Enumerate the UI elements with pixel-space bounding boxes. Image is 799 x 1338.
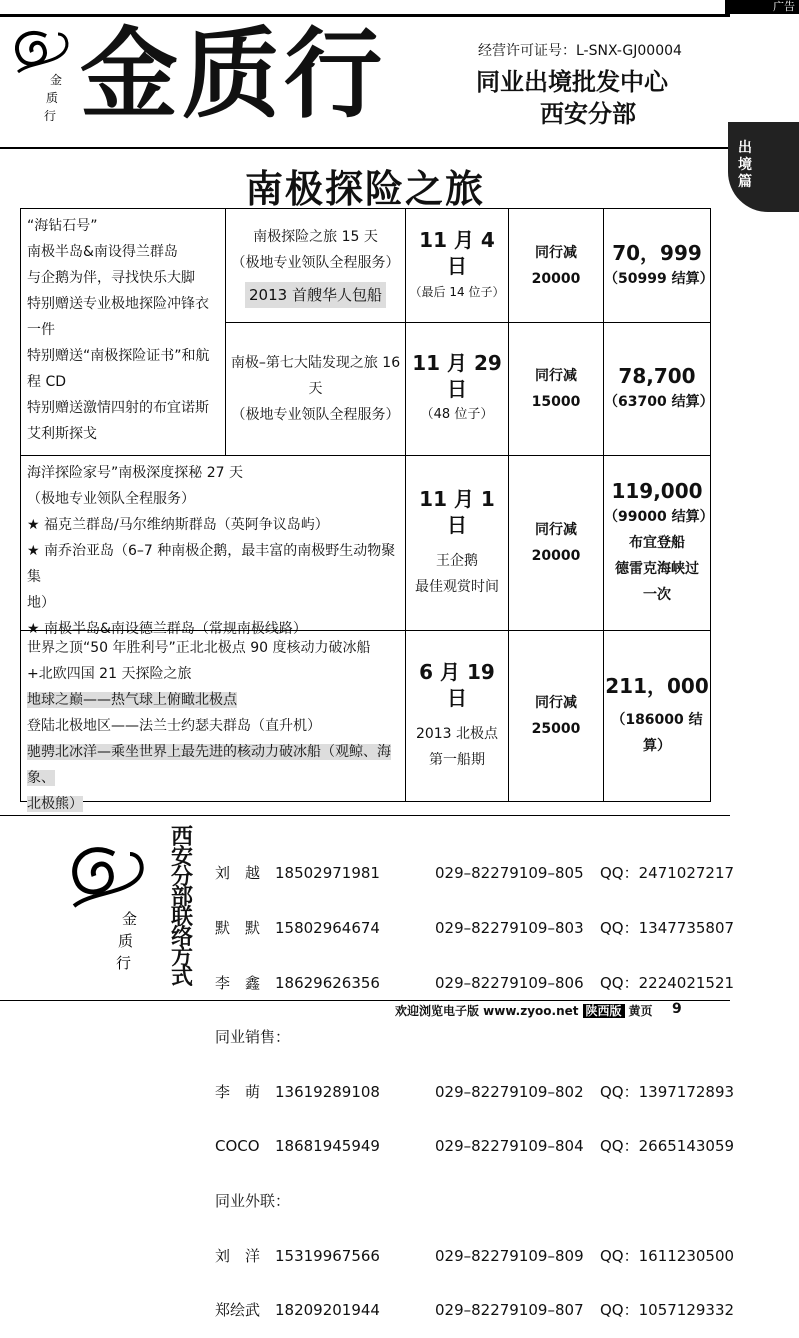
page-title: 南极探险之旅 — [244, 167, 485, 211]
contact-row: 默 默 15802964674 029–82279109–803 QQ：1347735807 — [215, 919, 735, 938]
contact-row: 李 鑫 18629626356 029–82279109–806 QQ：2224021521 — [215, 973, 735, 992]
edition-tag: 陕西版 — [583, 1004, 625, 1018]
row2-date: 11 月 1 日 王企鹅 最佳观赏时间 — [405, 455, 509, 631]
contact-row: 郑绘武 18209201944 029–82279109–807 QQ：1057129332 — [215, 1301, 735, 1320]
row1b-date: 11 月 29 日 （48 位子） — [405, 322, 509, 456]
row3-description: 世界之顶“50 年胜利号”正北北极点 90 度核动力破冰船 +北欧四国 21 天探险之旅 地球之巅——热气球上俯瞰北极点 登陆北极地区——法兰士约瑟夫群岛（直升机） 驰骋北冰洋—乘坐世界上最先进的核动力破冰船（观鲸、海象、 北极熊） — [20, 630, 406, 802]
ad-tag: 广告 — [725, 0, 799, 14]
row1a-price: 70，999 （50999 结算） — [603, 208, 711, 323]
svg-text:质: 质 — [46, 91, 59, 105]
license-number: 经营许可证号：L-SNX-GJ00004 — [478, 43, 682, 59]
contact-row: COCO 18681945949 029–82279109–804 QQ：2665143059 — [215, 1137, 735, 1156]
page-number: 9 — [672, 1001, 682, 1017]
center-name: 同业出境批发中心 — [476, 68, 668, 96]
row2-discount: 同行减 20000 — [508, 455, 604, 631]
row1a-discount: 同行减 20000 — [508, 208, 604, 323]
svg-text:金: 金 — [50, 73, 63, 87]
brand-name: 金质行 — [80, 17, 387, 132]
brand-logo-icon — [6, 22, 80, 132]
section-tab: 出境篇 — [728, 122, 799, 212]
header-rule — [0, 147, 730, 149]
website-link[interactable]: 欢迎浏览电子版 www.zyoo.net — [395, 1004, 579, 1018]
bottom-caption — [395, 1002, 653, 1019]
bottom-rule — [0, 1000, 730, 1001]
svg-text:金: 金 — [122, 910, 138, 928]
footer-logo-icon — [60, 836, 160, 986]
section-color: 黄页 — [628, 1004, 653, 1018]
row2-description: 海洋探险家号”南极深度探秘 27 天 （极地专业领队全程服务） ★ 福克兰群岛/马尔维纳斯群岛（英阿争议岛屿） ★ 南乔治亚岛（6–7 种南极企鹅，最丰富的南极野生动物聚集 地） ★ 南极半岛&南设德兰群岛（常规南极线路） — [20, 455, 406, 631]
row1-description: “海钻石号” 南极半岛&南设得兰群岛 与企鹅为伴，寻找快乐大脚 特别赠送专业极地探险冲锋衣 一件 特别赠送“南极探险证书”和航 程 CD 特别赠送激情四射的布宜诺斯 艾利斯探戈 — [20, 208, 226, 456]
row1b-discount: 同行减 15000 — [508, 322, 604, 456]
contact-row: 刘 洋 15319967566 029–82279109–809 QQ：1611230500 — [215, 1246, 735, 1265]
contact-row: 李 萌 13619289108 029–82279109–802 QQ：1397172893 — [215, 1082, 735, 1101]
row1b-product: 南极–第七大陆发现之旅 16 天 （极地专业领队全程服务） — [225, 322, 406, 456]
footer-rule — [0, 815, 730, 816]
row1a-product: 南极探险之旅 15 天 （极地专业领队全程服务） 2013 首艘华人包船 — [225, 208, 406, 323]
row1b-price: 78,700 （63700 结算） — [603, 322, 711, 456]
branch-name: 西安分部 — [540, 100, 636, 128]
contact-heading: 同业外联： — [215, 1192, 291, 1211]
contact-heading: 同业销售： — [215, 1028, 291, 1047]
contact-list — [215, 828, 734, 1338]
row2-price: 119,000 （99000 结算） 布宜登船 德雷克海峡过 一次 — [603, 455, 711, 631]
contact-section-title: 西安分部联络方式 — [170, 825, 193, 990]
row3-price: 211，000 （186000 结 算） — [603, 630, 711, 802]
contact-row: 刘 越 18502971981 029–82279109–805 QQ：2471027217 — [215, 864, 735, 883]
svg-text:质: 质 — [118, 932, 134, 950]
row1a-date: 11 月 4 日 （最后 14 位子） — [405, 208, 509, 323]
row3-discount: 同行减 25000 — [508, 630, 604, 802]
svg-text:行: 行 — [116, 954, 132, 972]
row3-date: 6 月 19 日 2013 北极点 第一船期 — [405, 630, 509, 802]
svg-text:行: 行 — [44, 109, 57, 123]
